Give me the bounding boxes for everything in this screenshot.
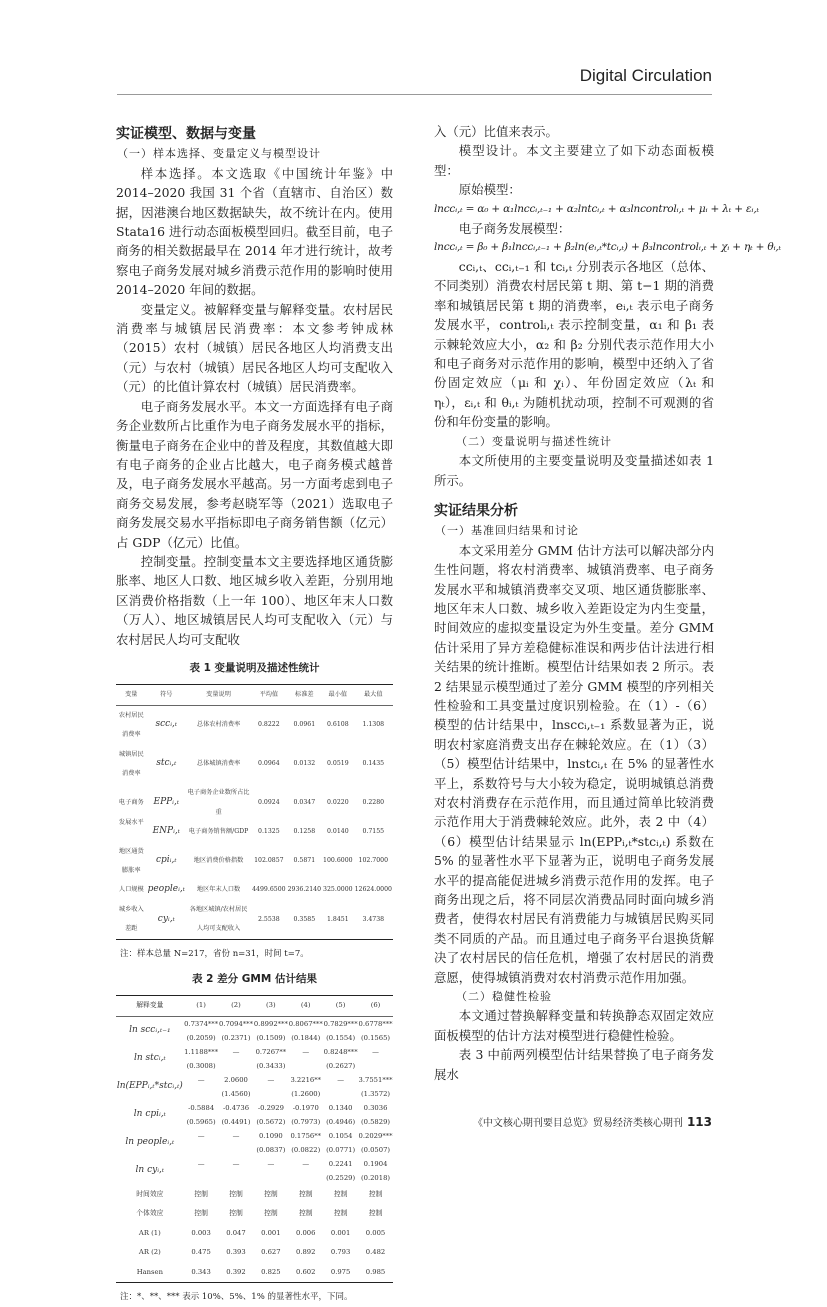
table-cell [323,1045,358,1073]
table-cell: 控制 [229,1189,243,1198]
standard-error [253,1171,288,1185]
coefficient: 3.7551*** [358,1075,393,1084]
table-cell: 0.627 [261,1248,281,1257]
table-cell: 0.0132 [293,760,316,768]
table-cell: 102.7000 [358,857,389,865]
table-cell [253,1157,288,1185]
table-cell: 0.975 [323,1263,358,1283]
coefficient: — [267,1159,275,1168]
coefficient: 0.1054 [328,1131,353,1140]
table-row [116,1243,393,1262]
table-cell [323,1101,358,1129]
standard-error: (0.0507) [360,1145,391,1154]
table-cell [323,1157,358,1185]
coefficient: 0.8248*** [323,1047,358,1056]
table-cell: 2.5538 [258,915,280,923]
table-cell: 控制 [194,1209,208,1218]
table-header: (2) [231,1001,241,1010]
coefficient: -0.4736 [222,1103,250,1112]
table-cell [323,1073,358,1101]
standard-error: (0.3008) [186,1061,216,1070]
table-row [116,1016,393,1045]
table-cell: 0.793 [330,1248,351,1257]
coefficient: — [302,1047,310,1056]
table1 [116,684,393,939]
table-header: 标准差 [295,691,314,699]
table-cell: EPPᵢ,ₜ [153,797,180,808]
table-header: 平均值 [259,691,279,699]
subsection-heading: （一）基准回归结果和讨论 [435,524,579,538]
table-cell [288,1016,323,1045]
table-cell: 城镇居民消费率 [118,750,144,777]
paragraph: 电子商务发展水平。本文一方面选择有电子商务企业数所占比重作为电子商务发展水平的指标，衡量电子商务在企业中的普及程度，其数值越大即有电子商务的企业占比越大，电子商务模式越普及，电子商务发展水平越高。另一方面考虑到电子商务交易发展，参考赵晓军等（2021）选取电子商务发展交易水平指标即电子商务销售额（亿元）占 GDP（亿元）比值。 [116,398,393,550]
table-cell: 2936.2140 [287,886,322,894]
coefficient: 0.1904 [363,1159,388,1168]
table-cell: 12624.0000 [354,886,392,894]
table-row [116,1101,393,1129]
table-cell [288,1129,323,1157]
table-cell: 时间效应 [136,1189,164,1198]
coefficient: 0.7829*** [323,1019,358,1028]
table-cell: 控制 [264,1189,278,1198]
table-cell [358,1101,393,1129]
table-header: 解释变量 [136,1001,164,1010]
table-cell [219,1073,254,1101]
coefficient: — [232,1131,240,1140]
table-cell: ENPᵢ,ₜ [152,826,180,837]
standard-error [219,1059,254,1073]
table-cell: 控制 [368,1189,383,1198]
variable-name: ln cyᵢ,ₜ [135,1165,165,1176]
table-cell: 0.343 [184,1263,219,1283]
table-cell [219,1045,254,1073]
table-row [116,1204,393,1223]
table-cell: sccᵢ,ₜ [155,719,178,730]
table-cell [288,1101,323,1129]
section-heading: 实证模型、数据与变量 [116,126,256,142]
paragraph: 本文通过替换解释变量和转换静态双固定效应面板模型的估计方法对模型进行稳健性检验。 [434,1008,714,1043]
table-cell: 0.892 [296,1248,316,1257]
standard-error [288,1059,323,1073]
standard-error [219,1171,254,1185]
table-header: 最小值 [328,691,348,699]
table-cell: 0.1435 [362,760,385,768]
table-cell: 地区通货膨胀率 [118,847,144,875]
table-cell: peopleᵢ,ₜ [147,884,185,895]
table-cell: 0.0924 [258,799,280,807]
coefficient: — [267,1075,275,1084]
table-cell: 0.5871 [293,857,316,865]
table-row [116,1157,393,1185]
coefficient: 0.8067*** [288,1019,323,1028]
table-cell: 1.8451 [326,915,349,923]
variable-name: ln peopleᵢ,ₜ [125,1137,175,1148]
table-cell: 电子商务发展水平 [118,799,144,826]
table-cell: 控制 [298,1209,313,1218]
standard-error [253,1087,288,1101]
table-cell [184,1016,219,1045]
table-cell: cyᵢ,ₜ [157,913,175,924]
paragraph: ccᵢ,ₜ、ccᵢ,ₜ₋₁ 和 tcᵢ,ₜ 分别表示各地区（总体、不同类别）消费农村居民第 t 期、第 t−1 期的消费率和城镇居民第 t 期的消费率，eᵢ,ₜ 表示电子商务发展水平，controlᵢ,ₜ 表示控制变量，α₁ 和 β₁ 表示棘轮效应大小，α₂ 和 β₂ 分别代表示范作用大小和电子商务对示范作用的影响，模型中还纳入了省份固定效应（μᵢ 和 χᵢ）、年份固定效应（λₜ 和 ηₜ），εᵢ,ₜ 和 θᵢ,ₜ 为随机扰动项，控制不可观测的省份和年份变量的影响。 [434,259,714,430]
table-cell: 农村居民消费率 [118,711,144,739]
table-cell: 总体城镇消费率 [196,760,241,768]
standard-error: (0.2018) [360,1173,391,1182]
table-cell: 0.985 [358,1263,393,1283]
standard-error [323,1087,358,1101]
table-header: (6) [370,1001,381,1010]
coefficient: 0.2029*** [358,1131,393,1140]
formula-original-model: lnccᵢ,ₜ = α₀ + α₁lnccᵢ,ₜ₋₁ + α₂lntcᵢ,ₜ + α₃lncontrolᵢ,ₜ + μᵢ + λₜ + εᵢ,ₜ [434,202,759,215]
paragraph: 控制变量。控制变量本文主要选择地区通货膨胀率、地区人口数、地区城乡收入差距，分别用地区消费价格指数（上一年 100）、地区年末人口数（万人）、地区城镇居民人均可支配收入（元）与农村居民人均可支配收 [116,553,393,647]
variable-name: ln sccᵢ,ₜ₋₁ [129,1025,171,1036]
standard-error: (1.3572) [360,1089,391,1098]
paragraph: 变量定义。被解释变量与解释变量。农村居民消费率与城镇居民消费率：本文参考钟成林（2015）农村（城镇）居民各地区人均消费支出（元）与农村（城镇）居民各地区人均可支配收入（元）的比值计算农村（城镇）居民消费率。 [116,301,393,395]
standard-error: (0.7973) [291,1117,321,1126]
table-cell [219,1101,254,1129]
coefficient: — [337,1075,344,1084]
table-cell: 电子商务企业数所占比重 [187,789,250,816]
variable-name: ln stcᵢ,ₜ [133,1053,166,1064]
paragraph: 本文所使用的主要变量说明及变量描述如表 1 所示。 [434,453,714,488]
footer-text: 《中文核心期刊要目总览》贸易经济类核心期刊 [472,1118,683,1129]
coefficient: — [197,1159,205,1168]
table-cell: 1.1308 [362,721,385,729]
standard-error: (0.5672) [256,1117,286,1126]
standard-error: (0.2529) [326,1173,356,1182]
coefficient: 3.2216** [290,1075,322,1084]
subsection-heading: （一）样本选择、变量定义与模型设计 [117,147,321,161]
table-cell [184,1045,219,1073]
standard-error: (0.1554) [326,1033,356,1042]
table-cell: 控制 [264,1209,278,1218]
header-divider [117,94,712,95]
table-cell: 0.005 [365,1228,386,1237]
table-row [116,705,393,744]
page-number: 113 [686,1115,712,1129]
table-cell: 0.392 [219,1263,254,1283]
table-cell [358,1157,393,1185]
variable-name: ln(EPPᵢ,ₜ*stcᵢ,ₜ) [116,1081,183,1092]
table-cell: 102.0857 [254,857,284,865]
coefficient: 0.2241 [328,1159,353,1168]
standard-error: (0.5829) [360,1117,391,1126]
table-row [116,1129,393,1157]
table-header: (1) [196,1001,206,1010]
table-row [116,1224,393,1243]
table-cell: 电子商务销售额/GDP [188,828,249,836]
table-cell: 总体农村消费率 [196,721,241,729]
standard-error: (0.2059) [186,1033,216,1042]
table-cell: 0.0140 [326,828,349,836]
coefficient: 0.6778*** [358,1019,393,1028]
table-row [116,1073,393,1101]
standard-error: (0.2627) [326,1061,356,1070]
table-row [116,1263,393,1283]
table-cell: 0.047 [226,1228,246,1237]
table-cell: 0.482 [365,1248,386,1257]
table-cell [323,1016,358,1045]
table-cell: 0.1325 [258,828,280,836]
table-row [116,1185,393,1204]
table-cell [219,1016,254,1045]
table-cell: 城乡收入差距 [118,905,144,933]
table-header: 变量 [125,691,138,699]
standard-error: (0.1565) [360,1033,391,1042]
coefficient: -0.2929 [257,1103,284,1112]
table-cell [358,1129,393,1157]
table-cell [323,1129,358,1157]
table-cell: 0.3585 [293,915,316,923]
section-heading: 实证结果分析 [434,502,518,519]
table-cell: 4499.6500 [252,886,286,894]
table-cell [184,1101,219,1129]
coefficient: 0.1340 [328,1103,353,1112]
table-cell: 各地区城镇/农村居民人均可支配收入 [189,905,248,933]
standard-error: (0.2371) [221,1033,251,1042]
standard-error: (0.3433) [256,1061,286,1070]
table-cell: 0.006 [296,1228,316,1237]
table-header: 最大值 [364,691,383,699]
table-header: (5) [335,1001,346,1010]
coefficient: -0.5884 [188,1103,215,1112]
coefficient: 0.1756** [290,1131,322,1140]
table-row [116,842,393,881]
table-cell: 0.8222 [258,721,280,729]
standard-error: (1.4560) [221,1089,251,1098]
table-cell: 0.0347 [293,799,316,807]
standard-error: (0.0822) [291,1145,321,1154]
standard-error [184,1171,219,1185]
table-cell: 0.2280 [362,799,385,807]
table-cell: 0.003 [191,1228,211,1237]
table-row [116,1045,393,1073]
table-cell [288,1073,323,1101]
left-column [116,122,393,1307]
paragraph: 表 3 中前两列模型估计结果替换了电子商务发展水 [434,1047,714,1082]
table-cell: 地区消费价格指数 [193,857,244,865]
standard-error: (0.1509) [256,1033,286,1042]
standard-error: (0.5965) [186,1117,216,1126]
table-cell: 个体效应 [136,1209,164,1218]
table-cell: 0.0964 [258,760,280,768]
table-cell [358,1045,393,1073]
coefficient: 1.1188*** [184,1047,219,1056]
coefficient: 0.8992*** [253,1019,288,1028]
table-row [116,880,393,899]
table-cell: 0.0961 [293,721,316,729]
coefficient: 0.1090 [258,1131,283,1140]
paragraph: 本文采用差分 GMM 估计方法可以解决部分内生性问题，将农村消费率、城镇消费率、电子商务发展水平和城镇消费率交叉项、地区通货膨胀率、地区年末人口数、城乡收入差距设定为内生变量，时间效应的虚拟变量设定为外生变量。差分 GMM 估计采用了异方差稳健标准误和两步估计法进行相关结果的统计推断。模型估计结果如表 2 所示。表 2 结果显示模型通过了差分 GMM 模型的序列相关性检验和工具变量过度识别检验。在（1）-（6）模型的估计结果中，lnsccᵢ,ₜ₋₁ 系数显著为正，说明农村家庭消费支出存在棘轮效应。在（1）（3）（5）模型估计结果中，lnstcᵢ,ₜ 在 5% 的显著性水平上，系数符号与大小较为稳定，说明城镇总消费对农村消费存在示范作用，而且通过简单比较消费示范作用大于消费棘轮效应。此外，表 2 中（4）（6）模型估计结果显示 ln(EPPᵢ,ₜ*stcᵢ,ₜ) 系数在 5% 的显著性水平下显著为正，说明电子商务发展水平的提高能促进城乡消费示范作用的发挥。电子商务出现之后，将不同层次消费品同时面向城乡消费者，使得农村居民有消费能力与城镇居民购买同类不同质的产品。而且通过电子商务平台退换货解决了农村居民的信任危机，增强了农村居民的消费意愿，使得城镇消费对农村消费示范作用加强。 [434,542,714,985]
paragraph: 电子商务发展模型： [458,220,571,236]
paragraph: 原始模型： [458,182,521,198]
coefficient: — [232,1159,240,1168]
table-cell: 0.475 [191,1248,211,1257]
table-cell: AR (2) [138,1248,161,1257]
table-cell: 0.1258 [293,828,316,836]
table-cell: 地区年末人口数 [196,886,241,894]
table1-note: 注：样本总量 N=217，省份 n=31，时间 t=7。 [120,948,309,959]
formula-ecommerce-model: lnccᵢ,ₜ = β₀ + β₁lnccᵢ,ₜ₋₁ + β₂ln(eᵢ,ₜ*tcᵢ,ₜ) + β₃lncontrolᵢ,ₜ + χᵢ + ηₜ + θᵢ,ₜ [434,241,781,254]
table-row [116,822,393,841]
table-cell: 0.001 [330,1228,351,1237]
paragraph: 模型设计。本文主要建立了如下动态面板模型： [434,143,714,178]
table-cell: 控制 [194,1189,208,1198]
table-cell: 控制 [333,1209,348,1218]
table-cell: 0.0220 [326,799,349,807]
table-row [116,900,393,939]
table-header: (3) [266,1001,276,1010]
coefficient: — [232,1047,240,1056]
coefficient: 2.0600 [224,1075,248,1084]
table-cell [184,1157,219,1185]
standard-error [358,1059,393,1073]
paragraph: 样本选择。本文选取《中国统计年鉴》中 2014–2020 我国 31 个省（直辖市、自治区）数据，因港澳台地区数据缺失，故不统计在内。使用 Stata16 进行动态面板模型回归。截至目前，电子商务的相关数据最早在 2014 年才进行统计，故考察电子商务发展对城乡消费示范作用的影响时使用 2014–2020 年间的数据。 [116,165,393,298]
table-cell: 控制 [229,1209,243,1218]
table-cell: 0.7155 [362,828,385,836]
table-cell: 0.0519 [326,760,349,768]
table-cell: 0.602 [288,1263,323,1283]
coefficient: 0.7094*** [218,1019,253,1028]
table-cell: 控制 [298,1189,313,1198]
table2-note: 注：*、**、*** 表示 10%、5%、1% 的显著性水平，下同。 [120,1291,353,1302]
table-cell [288,1045,323,1073]
table-cell [358,1073,393,1101]
table-cell: 控制 [368,1209,383,1218]
table-cell [253,1073,288,1101]
table-row [116,783,393,822]
table-cell [253,1101,288,1129]
table-cell: 控制 [333,1189,348,1198]
table2-title: 表 2 差分 GMM 估计结果 [192,973,317,986]
coefficient: -0.1970 [292,1103,319,1112]
table-cell: cpiᵢ,ₜ [156,855,177,866]
table-cell: stcᵢ,ₜ [156,758,177,769]
table-cell: 0.001 [261,1228,281,1237]
table-cell [253,1045,288,1073]
coefficient: 0.7374*** [184,1019,219,1028]
table-header: 符号 [160,691,173,699]
table-cell: AR (1) [138,1228,161,1237]
table-cell [253,1129,288,1157]
table-cell [219,1129,254,1157]
standard-error [184,1087,219,1101]
table-cell [184,1073,219,1101]
table-cell: 人口规模 [118,886,144,894]
table-cell: 100.6000 [323,857,353,865]
standard-error: (1.2600) [291,1089,321,1098]
standard-error [219,1143,254,1157]
table1-title: 表 1 变量说明及描述性统计 [189,661,320,674]
coefficient: — [372,1047,379,1056]
table-cell [219,1157,254,1185]
table-cell: 325.0000 [323,886,353,894]
journal-header: Digital Circulation [579,66,712,85]
footer [420,1114,712,1129]
standard-error: (0.1844) [291,1033,321,1042]
table-cell: 0.825 [253,1263,288,1283]
table-cell [253,1016,288,1045]
table-cell: 0.393 [226,1248,246,1257]
subsection-heading: （二）变量说明与描述性统计 [456,434,612,448]
coefficient: 0.3036 [363,1103,388,1112]
standard-error: (0.4946) [326,1117,356,1126]
table-cell [184,1129,219,1157]
right-column [434,122,781,1084]
table2 [116,995,393,1282]
coefficient: — [197,1131,205,1140]
coefficient: — [302,1159,310,1168]
coefficient: 0.7267** [255,1047,287,1056]
subsection-heading: （二）稳健性检验 [456,990,552,1004]
standard-error [184,1143,219,1157]
table-cell: 3.4738 [362,915,385,923]
table-cell: Hansen [116,1263,184,1283]
table-header: 变量说明 [206,691,231,699]
standard-error: (0.0771) [326,1145,356,1154]
standard-error: (0.0837) [256,1145,286,1154]
standard-error [288,1171,323,1185]
table-header: (4) [300,1001,311,1010]
standard-error: (0.4491) [221,1117,251,1126]
table-cell [288,1157,323,1185]
table-cell: 0.6108 [326,721,349,729]
table-cell [358,1016,393,1045]
table-row [116,745,393,784]
coefficient: — [197,1075,205,1084]
paragraph: 入（元）比值来表示。 [434,124,558,139]
variable-name: ln cpiᵢ,ₜ [133,1109,166,1120]
